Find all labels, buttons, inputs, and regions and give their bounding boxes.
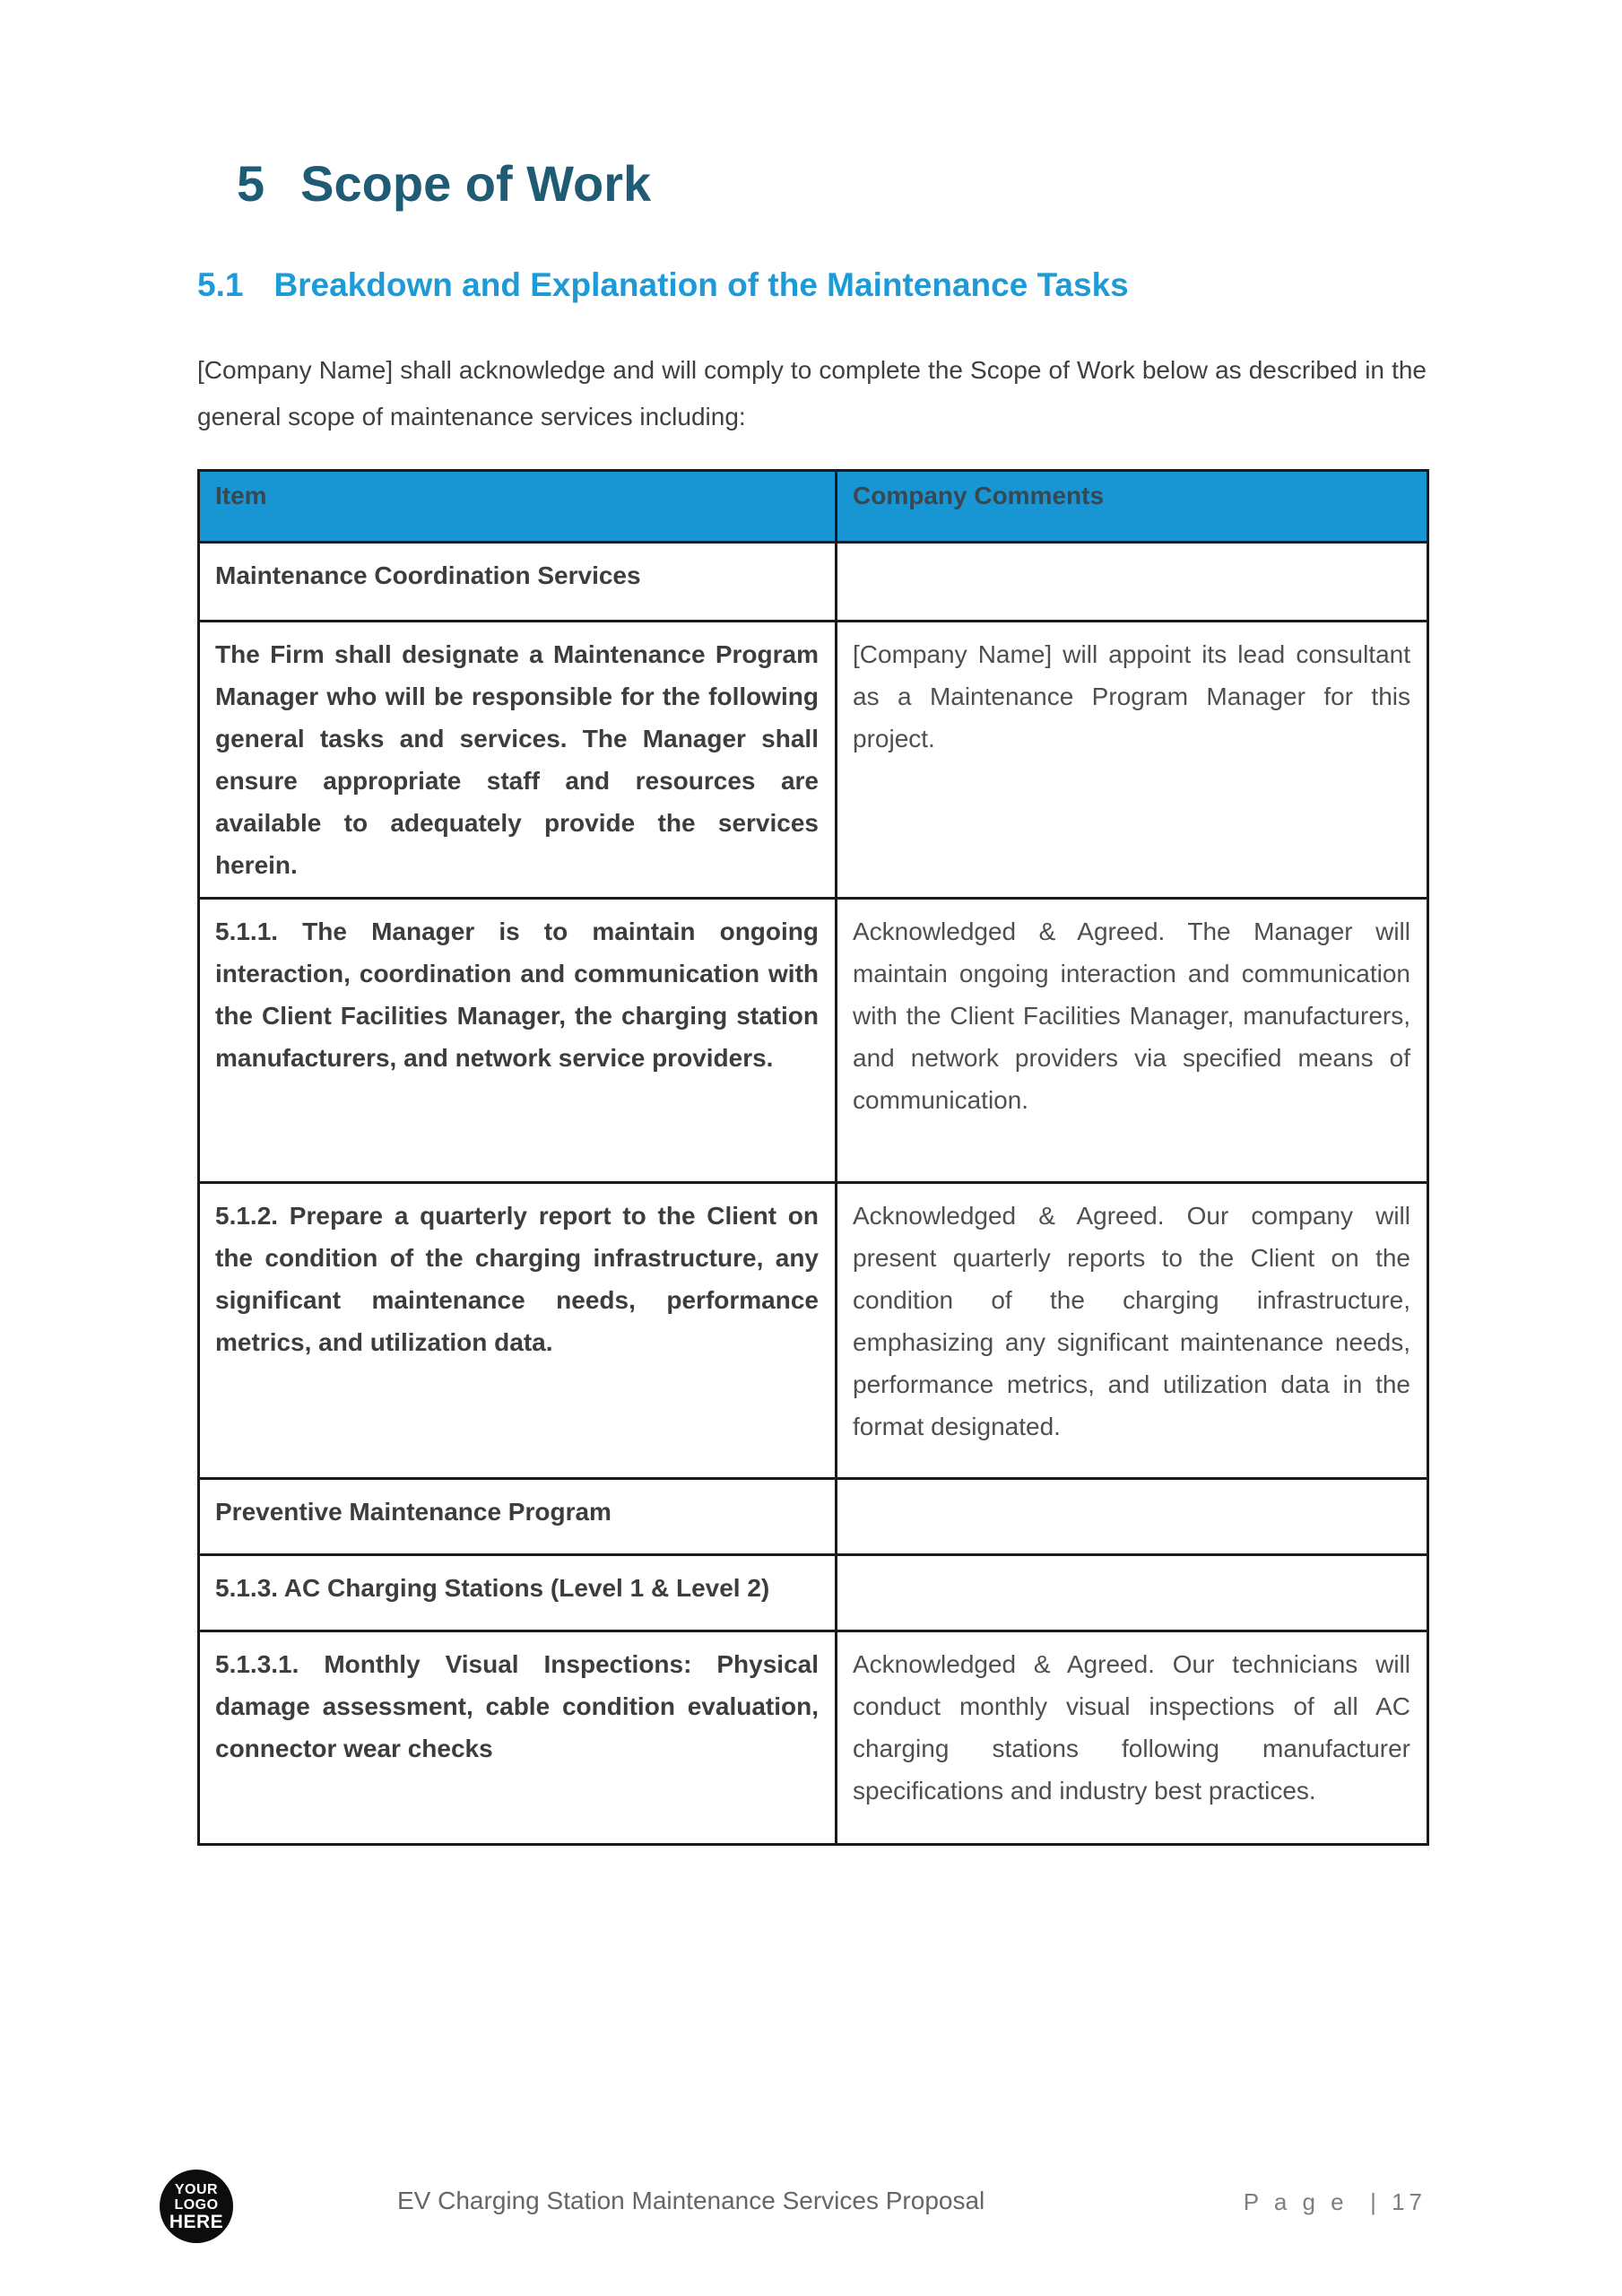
table-row bbox=[199, 899, 1428, 1183]
section-number: 5 bbox=[237, 155, 265, 212]
column-header-company-comments: Company Comments bbox=[837, 471, 1428, 543]
footer-page-number: P a g e | 17 bbox=[1243, 2188, 1427, 2215]
subsection-number: 5.1 bbox=[197, 266, 244, 303]
item-cell: Preventive Maintenance Program bbox=[199, 1479, 837, 1555]
table-row bbox=[199, 1183, 1428, 1479]
footer-document-title: EV Charging Station Maintenance Services Proposal bbox=[397, 2187, 985, 2214]
table-row bbox=[199, 1479, 1428, 1555]
logo-line: YOUR bbox=[174, 2181, 219, 2197]
table-row bbox=[199, 622, 1428, 899]
table-body bbox=[199, 543, 1428, 1845]
subsection-heading bbox=[197, 266, 1427, 304]
item-cell: 5.1.3. AC Charging Stations (Level 1 & Level 2) bbox=[199, 1555, 837, 1631]
table-row bbox=[199, 1631, 1428, 1845]
item-cell: Maintenance Coordination Services bbox=[199, 543, 837, 622]
comment-cell bbox=[837, 1479, 1428, 1555]
table-row bbox=[199, 543, 1428, 622]
logo-line: HERE bbox=[169, 2211, 224, 2232]
item-cell: The Firm shall designate a Maintenance Program Manager who will be responsible for the following general tasks and services. The Manager shall ensure appropriate staff and resources are available to adequately provide the services herein. bbox=[199, 622, 837, 899]
comment-cell: Acknowledged & Agreed. Our technicians will conduct monthly visual inspections of all AC charging stations following manufacturer specifications and industry best practices. bbox=[837, 1631, 1428, 1845]
item-cell: 5.1.1. The Manager is to maintain ongoing interaction, coordination and communication with the Client Facilities Manager, the charging station manufacturers, and network service providers. bbox=[199, 899, 837, 1183]
logo-line: LOGO bbox=[174, 2196, 219, 2213]
subsection-title: Breakdown and Explanation of the Maintenance Tasks bbox=[273, 266, 1129, 303]
item-cell: 5.1.2. Prepare a quarterly report to the Client on the condition of the charging infrastructure, any significant maintenance needs, performance metrics, and utilization data. bbox=[199, 1183, 837, 1479]
page-content bbox=[197, 0, 1427, 1846]
section-heading bbox=[237, 154, 1427, 213]
table-header bbox=[199, 471, 1428, 543]
scope-of-work-table bbox=[197, 469, 1429, 1846]
table-row bbox=[199, 1555, 1428, 1631]
column-header-item: Item bbox=[199, 471, 837, 543]
section-title: Scope of Work bbox=[300, 155, 652, 212]
item-cell: 5.1.3.1. Monthly Visual Inspections: Physical damage assessment, cable condition evaluation, connector wear checks bbox=[199, 1631, 837, 1845]
comment-cell: [Company Name] will appoint its lead consultant as a Maintenance Program Manager for this project. bbox=[837, 622, 1428, 899]
comment-cell bbox=[837, 1555, 1428, 1631]
comment-cell: Acknowledged & Agreed. The Manager will maintain ongoing interaction and communication with the Client Facilities Manager, manufacturers, and network providers via specified means of communication. bbox=[837, 899, 1428, 1183]
comment-cell: Acknowledged & Agreed. Our company will present quarterly reports to the Client on the condition of the charging infrastructure, emphasizing any significant maintenance needs, performance metrics, and utilization data in the format designated. bbox=[837, 1183, 1428, 1479]
intro-paragraph: [Company Name] shall acknowledge and will comply to complete the Scope of Work below as described in the general scope of maintenance services including: bbox=[197, 356, 1427, 430]
table-header-row bbox=[199, 471, 1428, 543]
comment-cell bbox=[837, 543, 1428, 622]
placeholder-logo bbox=[160, 2170, 233, 2243]
